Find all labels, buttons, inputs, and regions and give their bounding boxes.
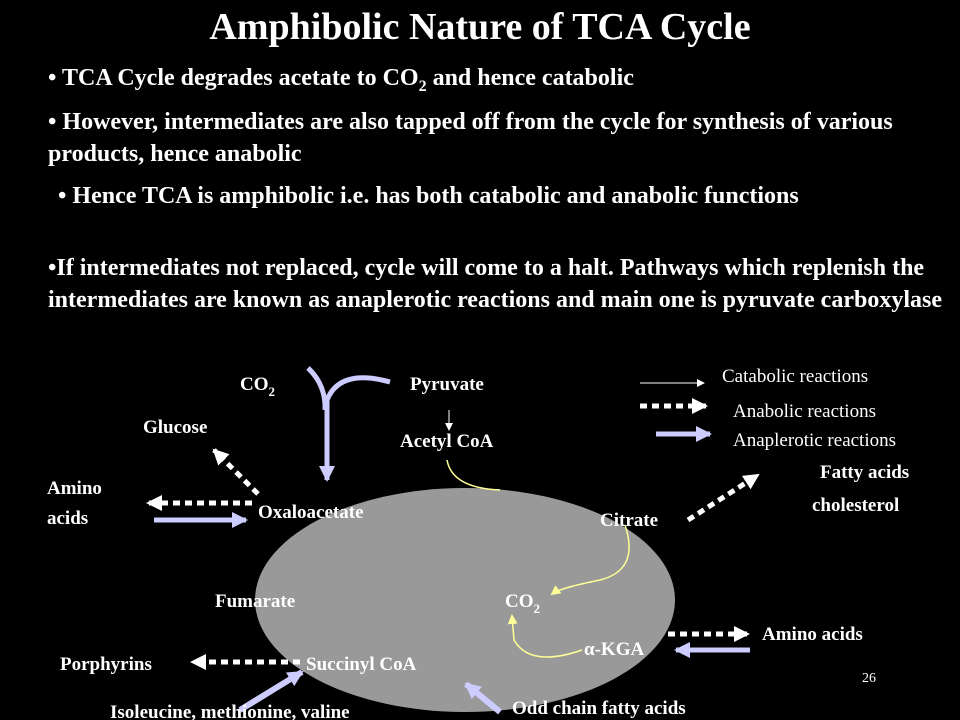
legend-anabolic-label: Anabolic reactions (733, 401, 876, 422)
legend-catabolic-label: Catabolic reactions (722, 366, 869, 387)
pyruvate-carboxylase-curve-right (327, 378, 390, 480)
bullet-text: If intermediates not replaced, cycle will come to a halt. Pathways which replenish the intermediates are known as anaplerotic reactions and main one is pyruvate carboxylase (48, 255, 942, 313)
page-number: 26 (862, 671, 876, 686)
bullet-marker: • (58, 183, 67, 209)
bullet-marker: • (48, 65, 57, 91)
acetylcoa-to-citrate-curve (447, 460, 500, 490)
slide-title: Amphibolic Nature of TCA Cycle (209, 6, 751, 48)
oxaloacetate-to-glucose-arrow (214, 450, 258, 494)
label-amino-acids-left-1: Amino (47, 478, 102, 499)
akga-text: -KGA (594, 639, 645, 660)
co2-top-sub: 2 (268, 384, 275, 399)
label-citrate: Citrate (600, 510, 659, 531)
label-isoleucine: Isoleucine, methionine, valine (110, 702, 350, 720)
label-pyruvate: Pyruvate (410, 374, 484, 395)
label-co2-top (240, 374, 275, 399)
label-akga (584, 639, 644, 660)
bullet-text: Hence TCA is amphibolic i.e. has both catabolic and anabolic functions (72, 183, 799, 209)
alpha-symbol: α (584, 639, 595, 660)
label-glucose: Glucose (143, 417, 208, 438)
label-oxaloacetate: Oxaloacetate (258, 502, 364, 523)
label-fumarate: Fumarate (215, 591, 296, 612)
co2-mid-text: CO (505, 591, 534, 612)
label-amino-acids-left-2: acids (47, 508, 89, 529)
label-amino-acids-right: Amino acids (762, 624, 863, 645)
label-fatty-acids-1: Fatty acids (820, 462, 910, 483)
label-odd-chain: Odd chain fatty acids (512, 698, 686, 719)
citrate-to-fattyacids-arrow (688, 475, 758, 520)
co2-top-text: CO (240, 374, 269, 395)
label-porphyrins: Porphyrins (60, 654, 152, 675)
bullet-text: TCA Cycle degrades acetate to CO (61, 65, 419, 91)
pyruvate-carboxylase-curve-left (308, 368, 325, 410)
bullet-marker: • (48, 109, 57, 135)
legend-anaplerotic-label: Anaplerotic reactions (733, 430, 897, 451)
label-fatty-acids-2: cholesterol (812, 495, 900, 516)
subscript: 2 (418, 77, 427, 95)
label-acetyl-coa: Acetyl CoA (400, 431, 494, 452)
bullet-text: However, intermediates are also tapped off from the cycle for synthesis of various products, hence anabolic (48, 109, 893, 167)
co2-mid-sub: 2 (533, 601, 540, 616)
label-succinyl-coa: Succinyl CoA (306, 654, 417, 675)
bullet-marker: • (48, 255, 57, 281)
bullet-text-end: and hence catabolic (426, 65, 634, 91)
